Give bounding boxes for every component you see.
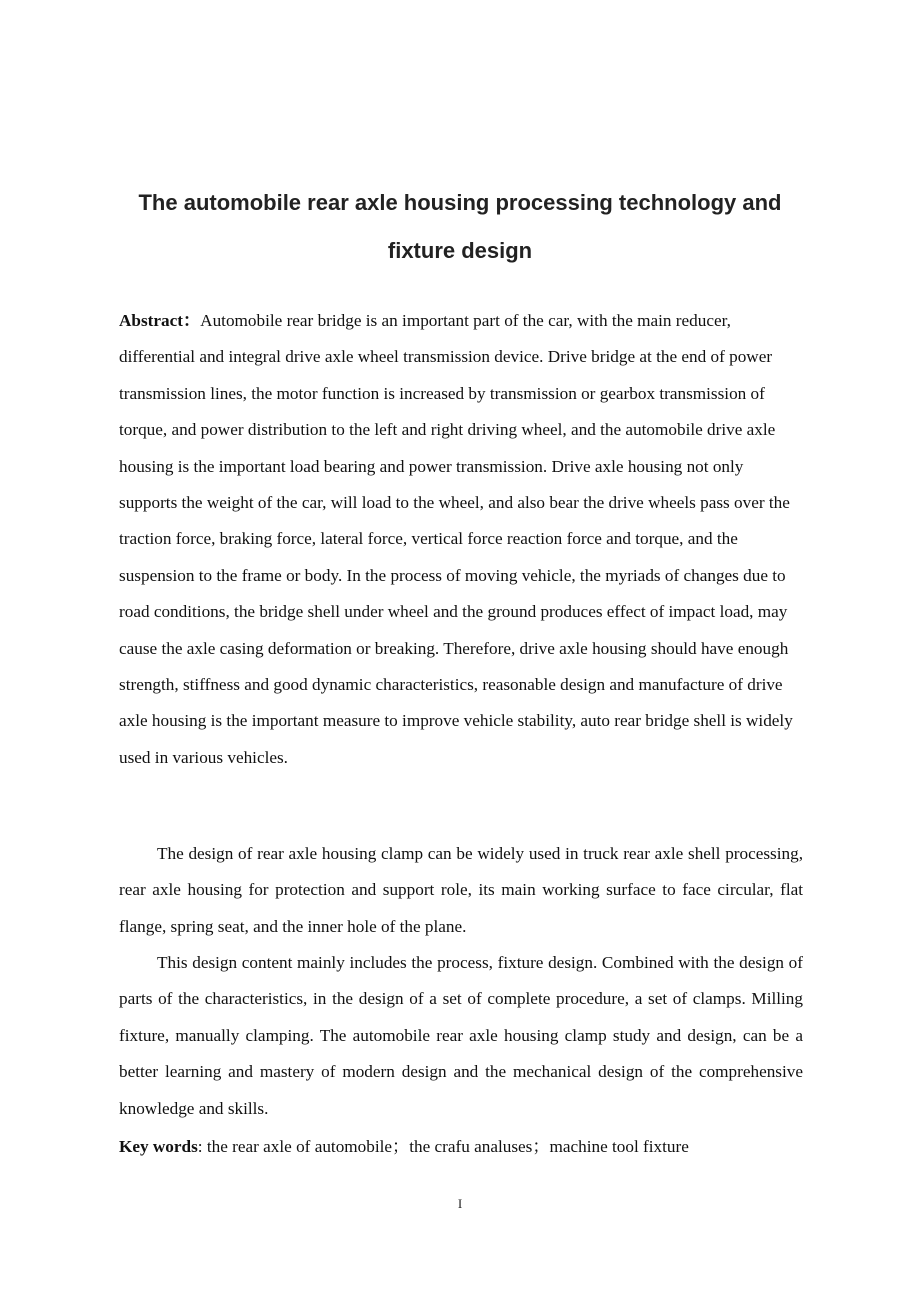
document-title-line-1: The automobile rear axle housing processing technology and xyxy=(138,190,782,215)
abstract-label: Abstract： xyxy=(119,311,201,330)
body-paragraph-2: This design content mainly includes the process, fixture design. Combined with the design of parts of the characteristics, in the design of a set of complete procedure, a set of clamps. Milling fixture, manually clamping. The automobile rear axle housing clamp study and design, can be a better learning and mastery of modern design and the mechanical design of the comprehensive knowledge and skills. xyxy=(119,953,803,1118)
document-title-line-2: fixture design xyxy=(387,238,533,263)
keywords-text: the rear axle of automobile；the crafu analuses；machine tool fixture xyxy=(206,1137,689,1156)
keywords-line xyxy=(119,1129,803,1165)
body-paragraph-1: The design of rear axle housing clamp can be widely used in truck rear axle shell processing, rear axle housing for protection and support role, its main working surface to face circular, flat flange, spring seat, and the inner hole of the plane. xyxy=(119,844,803,936)
keywords-label: Key words xyxy=(119,1137,198,1156)
page-number: I xyxy=(457,1196,463,1211)
abstract-paragraph xyxy=(119,303,803,776)
keywords-separator: : xyxy=(197,1137,207,1156)
abstract-text: Automobile rear bridge is an important part of the car, with the main reducer, differential and integral drive axle wheel transmission device. Drive bridge at the end of power transmission lines, the motor function is increased by transmission or gearbox transmission of torque, and power distribution to the left and right driving wheel, and the automobile drive axle housing is the important load bearing and power transmission. Drive axle housing not only supports the weight of the car, will load to the wheel, and also bear the drive wheels pass over the traction force, braking force, lateral force, vertical force reaction force and torque, and the suspension to the frame or body. In the process of moving vehicle, the myriads of changes due to road conditions, the bridge shell under wheel and the ground produces effect of impact load, may cause the axle casing deformation or breaking. Therefore, drive axle housing should have enough strength, stiffness and good dynamic characteristics, reasonable design and manufacture of drive axle housing is the important measure to improve vehicle stability, auto rear bridge shell is widely used in various vehicles. xyxy=(119,311,793,767)
